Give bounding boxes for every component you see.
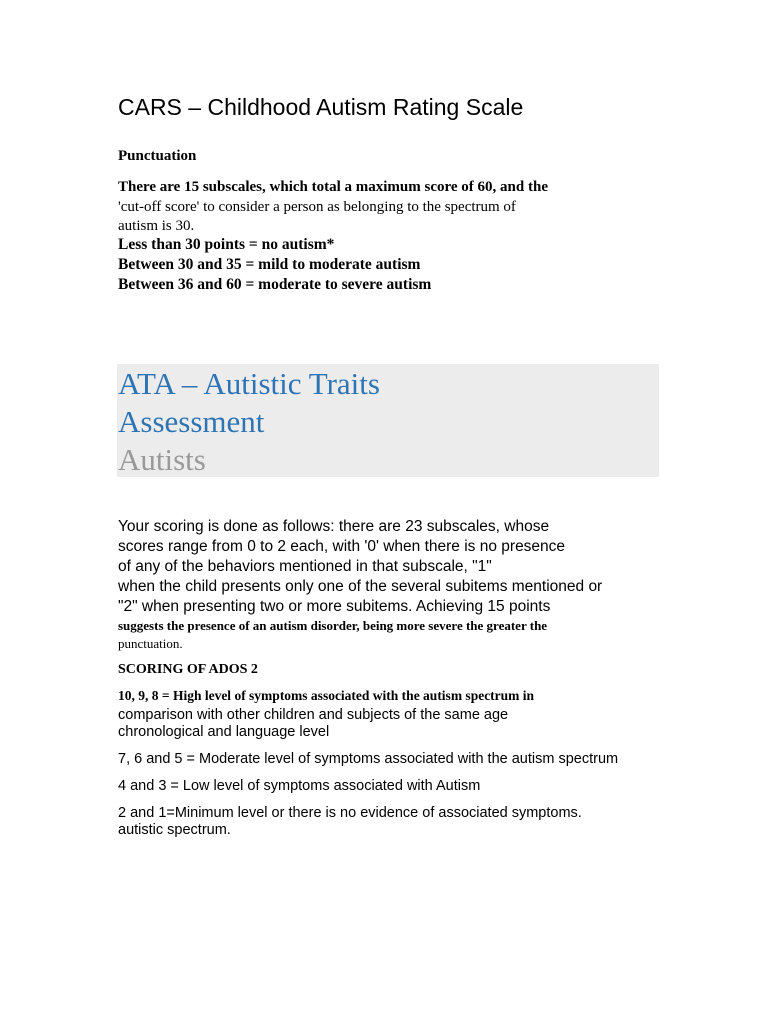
ados-title: SCORING OF ADOS 2 xyxy=(118,662,258,677)
scoring-line: scores range from 0 to 2 each, with '0' when there is no presence xyxy=(118,538,566,555)
ados-level-high-line: chronological and language level xyxy=(118,724,330,740)
ata-subtitle: Autists xyxy=(118,442,206,477)
ados-level-high: 10, 9, 8 = High level of symptoms associated with the autism spectrum in xyxy=(118,688,535,703)
scoring-line: Your scoring is done as follows: there are 23 subscales, whose xyxy=(118,518,550,535)
cars-threshold: Between 36 and 60 = moderate to severe autism xyxy=(118,276,432,293)
cars-paragraph-line: autism is 30. xyxy=(118,218,195,234)
cars-title: CARS – Childhood Autism Rating Scale xyxy=(118,94,524,120)
scoring-line: "2" when presenting two or more subitems. Achieving 15 points xyxy=(118,598,551,615)
scoring-line: of any of the behaviors mentioned in that subscale, "1" xyxy=(118,558,492,575)
cars-subtitle: Punctuation xyxy=(118,148,197,164)
scoring-line: punctuation. xyxy=(118,636,183,651)
scoring-line: when the child presents only one of the several subitems mentioned or xyxy=(118,578,603,595)
scoring-line: suggests the presence of an autism disorder, being more severe the greater the xyxy=(118,618,548,633)
ados-level-high-line: comparison with other children and subjects of the same age xyxy=(118,707,509,723)
cars-threshold: Less than 30 points = no autism* xyxy=(118,236,335,253)
ata-title-line: ATA – Autistic Traits xyxy=(118,366,380,401)
ata-title-line: Assessment xyxy=(118,404,265,439)
ados-level-minimum: 2 and 1=Minimum level or there is no evidence of associated symptoms. xyxy=(118,805,582,821)
ados-level-low: 4 and 3 = Low level of symptoms associated with Autism xyxy=(118,778,481,794)
cars-threshold: Between 30 and 35 = mild to moderate autism xyxy=(118,256,421,273)
cars-paragraph-line: There are 15 subscales, which total a maximum score of 60, and the xyxy=(118,179,548,195)
cars-paragraph-line: 'cut-off score' to consider a person as belonging to the spectrum of xyxy=(118,199,516,215)
ados-level-moderate: 7, 6 and 5 = Moderate level of symptoms associated with the autism spectrum xyxy=(118,751,619,767)
ados-level-minimum-line: autistic spectrum. xyxy=(118,822,231,838)
